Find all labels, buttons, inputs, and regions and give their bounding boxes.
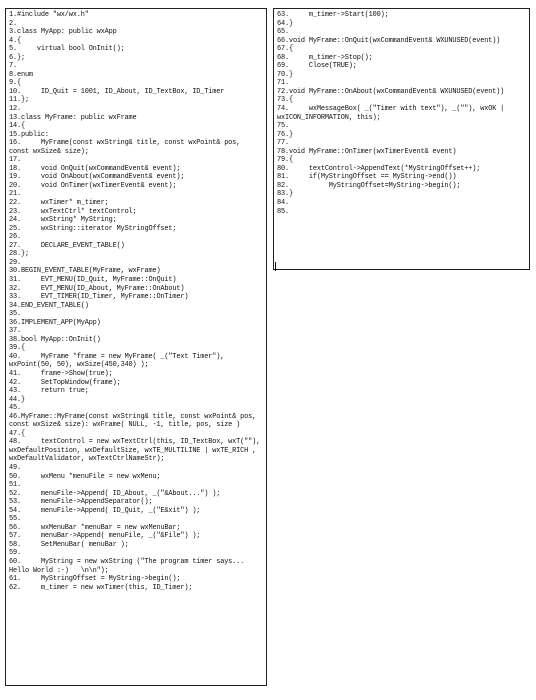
code-listing-right-column <box>273 8 530 270</box>
code-line: 79.{ <box>277 156 293 165</box>
code-line: 5. virtual bool OnInit(); <box>9 45 125 54</box>
code-line: 47.{ <box>9 429 25 438</box>
code-line: 14.{ <box>9 122 25 131</box>
code-line: 6.}; <box>9 53 25 62</box>
code-line: 69. Close(TRUE); <box>277 62 357 71</box>
code-line: 23. wxTextCtrl* textControl; <box>9 207 137 216</box>
code-line: 37. <box>9 327 21 336</box>
code-line: 63. m_timer->Start(100); <box>277 11 389 19</box>
code-line: 46.MyFrame::MyFrame(const wxString& title, const wxPoint& pos, const wxSize& size): wxFrame( NULL, -1, title, pos, size ) <box>9 412 261 430</box>
code-line: 35. <box>9 310 21 319</box>
code-line: 27. DECLARE_EVENT_TABLE() <box>9 241 125 250</box>
code-line: 21. <box>9 190 21 199</box>
code-line: 72.void MyFrame::OnAbout(wxCommandEvent& WXUNUSED(event)) <box>277 87 505 96</box>
code-line: 8.enum <box>9 70 33 79</box>
code-line: 3.class MyApp: public wxApp <box>9 28 117 37</box>
code-line: 41. frame->Show(true); <box>9 369 113 378</box>
code-line: 11.}; <box>9 96 29 105</box>
code-line: 22. wxTimer* m_timer; <box>9 199 109 208</box>
code-line: 4.{ <box>9 36 21 45</box>
code-line: 39.{ <box>9 344 25 353</box>
code-line: 62. m_timer = new wxTimer(this, ID_Timer); <box>9 583 193 592</box>
code-line: 19. void OnAbout(wxCommandEvent& event); <box>9 173 185 182</box>
code-line: 18. void OnQuit(wxCommandEvent& event); <box>9 164 181 173</box>
code-line: 17. <box>9 156 21 165</box>
code-line: 61. MyStringOffset = MyString->begin(); <box>9 575 181 584</box>
code-line: 84. <box>277 199 289 208</box>
code-line: 51. <box>9 481 21 490</box>
code-line: 75. <box>277 122 289 131</box>
code-line: 49. <box>9 463 21 472</box>
code-line: 10. ID_Quit = 1001, ID_About, ID_TextBox, ID_Timer <box>9 87 225 96</box>
code-line: 42. SetTopWindow(frame); <box>9 378 121 387</box>
code-line: 45. <box>9 404 21 413</box>
code-line: 83.} <box>277 190 293 199</box>
code-line: 81. if(MyStringOffset == MyString->end()) <box>277 173 457 182</box>
code-line: 66.void MyFrame::OnQuit(wxCommandEvent& WXUNUSED(event)) <box>277 36 501 45</box>
code-line: 36.IMPLEMENT_APP(MyApp) <box>9 318 101 327</box>
code-line: 28.}; <box>9 250 29 259</box>
code-line: 44.} <box>9 395 25 404</box>
code-line: 38.bool MyApp::OnInit() <box>9 335 101 344</box>
code-line: 74. wxMessageBox( _("Timer with text"), _(""), wxOK | wxICON_INFORMATION, this); <box>277 105 509 122</box>
code-line: 76.} <box>277 130 293 139</box>
code-line: 13.class MyFrame: public wxFrame <box>9 113 137 122</box>
code-line: 12. <box>9 105 21 114</box>
code-line: 80. textControl->AppendText(*MyStringOffset++); <box>277 164 481 173</box>
code-line: 58. SetMenuBar( menuBar ); <box>9 540 129 549</box>
code-line: 52. menuFile->Append( ID_About, _("&About...") ); <box>9 489 221 498</box>
code-line: 60. MyString = new wxString ("The program timer says... Hello World :-) \n\n"); <box>9 558 249 575</box>
code-line: 24. wxString* MyString; <box>9 216 117 225</box>
code-line: 53. menuFile->AppendSeparator(); <box>9 498 153 507</box>
code-line: 71. <box>277 79 289 88</box>
code-line: 55. <box>9 515 21 524</box>
code-line: 43. return true; <box>9 387 89 396</box>
code-line: 30.BEGIN_EVENT_TABLE(MyFrame, wxFrame) <box>9 267 161 276</box>
code-line: 26. <box>9 233 21 242</box>
code-line: 59. <box>9 549 21 558</box>
code-line: 77. <box>277 139 289 148</box>
code-listing-left-column <box>5 8 267 686</box>
code-line: 33. EVT_TIMER(ID_Timer, MyFrame::OnTimer) <box>9 293 189 302</box>
code-line: 15.public: <box>9 130 49 139</box>
code-block-right <box>277 11 526 216</box>
code-line: 68. m_timer->Stop(); <box>277 53 373 62</box>
code-line: 20. void OnTimer(wxTimerEvent& event); <box>9 181 177 190</box>
code-line: 7. <box>9 62 17 71</box>
code-line: 31. EVT_MENU(ID_Quit, MyFrame::OnQuit) <box>9 275 177 284</box>
code-line: 48. textControl = new wxTextCtrl(this, ID_TextBox, wxT(""), wxDefaultPosition, wxDefaultSize, wxTE_MULTILINE | wxTE_RICH , wxDefaultValidator, wxTextCtrlNameStr); <box>9 438 265 464</box>
code-line: 25. wxString::iterator MyStringOffset; <box>9 224 177 233</box>
code-line: 1.#include "wx/wx.h" <box>9 11 89 19</box>
code-line: 82. MyStringOffset=MyString->begin(); <box>277 181 461 190</box>
code-line: 2. <box>9 19 17 28</box>
code-line: 57. menuBar->Append( menuFile, _("&File") ); <box>9 532 201 541</box>
code-line: 78.void MyFrame::OnTimer(wxTimerEvent& event) <box>277 147 457 156</box>
code-line: 67.{ <box>277 45 293 54</box>
code-line: 56. wxMenuBar *menuBar = new wxMenuBar; <box>9 523 181 532</box>
code-line: 64.} <box>277 19 293 28</box>
text-cursor <box>275 262 276 271</box>
code-line: 34.END_EVENT_TABLE() <box>9 301 89 310</box>
code-line: 73.{ <box>277 96 293 105</box>
code-line: 29. <box>9 258 21 267</box>
code-line: 65. <box>277 28 289 37</box>
code-line: 32. EVT_MENU(ID_About, MyFrame::OnAbout) <box>9 284 185 293</box>
code-line: 50. wxMenu *menuFile = new wxMenu; <box>9 472 161 481</box>
code-line: 16. MyFrame(const wxString& title, const wxPoint& pos, const wxSize& size); <box>9 139 245 156</box>
code-line: 54. menuFile->Append( ID_Quit, _("E&xit") ); <box>9 506 201 515</box>
code-line: 70.} <box>277 70 293 79</box>
code-line: 40. MyFrame *frame = new MyFrame( _("Text Timer"), wxPoint(50, 50), wxSize(450,340) ); <box>9 352 229 370</box>
code-block-left <box>9 11 263 592</box>
code-line: 9.{ <box>9 79 21 88</box>
code-line: 85. <box>277 207 289 216</box>
